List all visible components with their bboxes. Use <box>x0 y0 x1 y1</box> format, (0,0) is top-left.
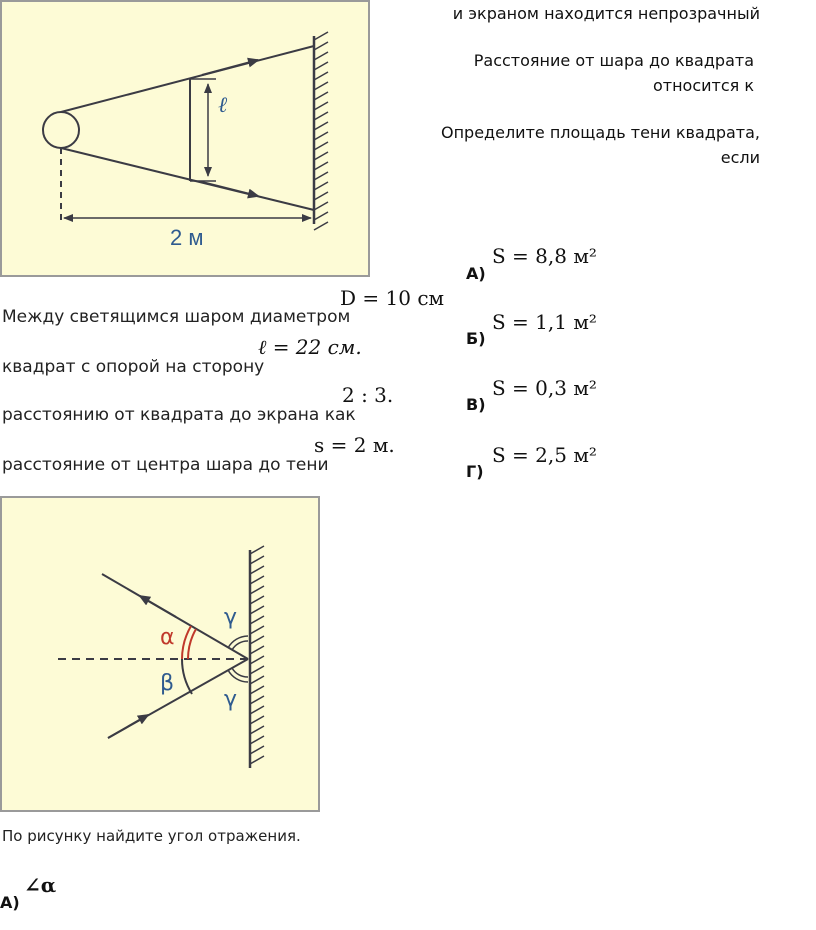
ray-top <box>61 46 314 112</box>
p1-line4: Определите площадь тени квадрата, <box>440 123 760 142</box>
l-label: ℓ <box>218 93 228 118</box>
formula-D: D = 10 см <box>340 286 445 310</box>
p1-line1: и экраном находится непрозрачный <box>452 4 760 23</box>
p1-text-a: Между светящимся шаром диаметром <box>2 307 351 327</box>
option-d-label: Г) <box>466 462 484 481</box>
alpha-label: α <box>160 625 175 650</box>
distance-label: 2 м <box>170 225 204 250</box>
p1-text-c: расстоянию от квадрата до экрана как <box>2 405 356 425</box>
formula-ratio: 2 : 3. <box>342 383 394 407</box>
beta-label: β <box>160 671 175 696</box>
mirror-hatching <box>250 546 264 764</box>
figure-reflection-diagram <box>0 496 320 812</box>
p1-text-d: расстояние от центра шара до тени <box>2 455 329 475</box>
screen-hatching <box>314 32 328 230</box>
option-c-value: S = 0,3 м² <box>492 376 597 400</box>
option-b-label: Б) <box>466 329 486 348</box>
beta-arc <box>182 659 192 694</box>
light-ball <box>43 112 79 148</box>
formula-s: s = 2 м. <box>314 433 395 457</box>
option-c-label: В) <box>466 395 486 414</box>
option-d-value: S = 2,5 м² <box>492 443 597 467</box>
p1-line2: Расстояние от шара до квадрата <box>473 51 754 70</box>
p2-question: По рисунку найдите угол отражения. <box>2 827 301 845</box>
figure-shadow-diagram <box>0 0 370 277</box>
reflection-diagram-svg <box>2 498 318 810</box>
shadow-diagram-svg <box>2 2 368 275</box>
formula-l: ℓ = 22 см. <box>258 335 362 359</box>
p1-line5: если <box>720 148 760 167</box>
p1-line3: относится к <box>652 76 754 95</box>
option-a-label: А) <box>466 264 486 283</box>
p2-option-a-value: ∠α <box>24 873 57 897</box>
p2-option-a-label: А) <box>0 893 20 912</box>
ray-bottom <box>61 148 314 210</box>
gamma-bottom-label: γ <box>224 687 238 712</box>
option-b-value: S = 1,1 м² <box>492 310 597 334</box>
option-a-value: S = 8,8 м² <box>492 244 597 268</box>
gamma-top-label: γ <box>224 605 238 630</box>
p1-text-b: квадрат с опорой на сторону <box>2 357 265 377</box>
